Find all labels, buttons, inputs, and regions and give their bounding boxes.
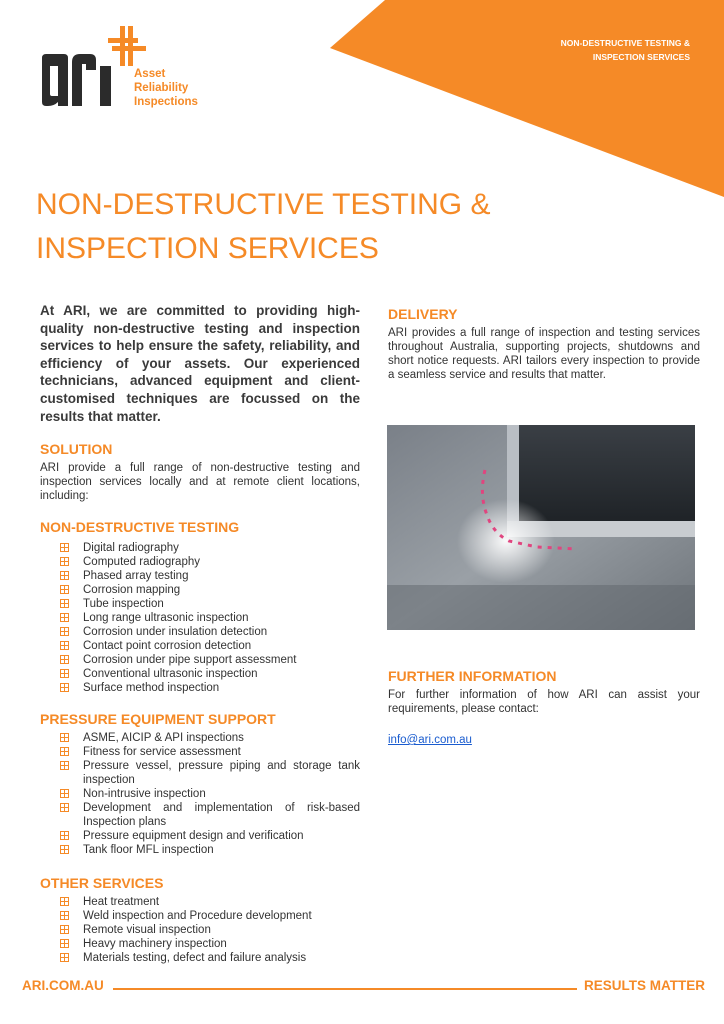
list-item-label: Non-intrusive inspection [83, 788, 206, 800]
list-item [39, 653, 360, 667]
header-banner-title [490, 36, 690, 64]
title-line: INSPECTION SERVICES [36, 232, 379, 265]
list-item [39, 597, 360, 611]
solution-text: ARI provide a full range of non-destructive testing and inspection services locally and at remote client locations, including: [40, 462, 360, 502]
plus-box-icon [60, 627, 69, 636]
plus-box-icon [60, 599, 69, 608]
plus-box-icon [60, 911, 69, 920]
list-item [39, 909, 360, 923]
plus-box-icon [60, 761, 69, 770]
list-item [39, 787, 360, 801]
list-item [39, 951, 360, 965]
other-list [39, 895, 360, 965]
plus-box-icon [60, 683, 69, 692]
list-item [39, 801, 360, 829]
weld-inspection-photo [387, 425, 695, 630]
list-item [39, 923, 360, 937]
list-item-label: Corrosion under insulation detection [83, 626, 268, 638]
list-item [39, 541, 360, 555]
ndt-heading: NON-DESTRUCTIVE TESTING [40, 519, 240, 535]
list-item [39, 611, 360, 625]
plus-box-icon [60, 897, 69, 906]
list-item-label: Heat treatment [83, 896, 160, 908]
list-item-label: Computed radiography [83, 556, 200, 568]
footer-divider [113, 988, 577, 990]
list-item [39, 555, 360, 569]
title-line: NON-DESTRUCTIVE TESTING & [36, 188, 491, 221]
list-item-label: Phased array testing [83, 570, 189, 582]
plus-box-icon [60, 543, 69, 552]
list-item [39, 569, 360, 583]
list-item [39, 829, 360, 843]
solution-heading: SOLUTION [40, 441, 113, 457]
banner-line: NON-DESTRUCTIVE TESTING & [560, 38, 690, 48]
plus-box-icon [60, 845, 69, 854]
plus-box-icon [60, 571, 69, 580]
list-item [39, 745, 360, 759]
further-heading: FURTHER INFORMATION [388, 668, 557, 684]
list-item [39, 731, 360, 745]
logo-word: Asset [134, 68, 166, 80]
plus-box-icon [60, 939, 69, 948]
delivery-text: ARI provides a full range of inspection and testing services throughout Australia, supporting projects, shutdowns and short notice requests. ARI tailors every inspection to provide a seamless service and results that matter. [388, 327, 700, 381]
other-heading: OTHER SERVICES [40, 875, 164, 891]
list-item-label: Remote visual inspection [83, 924, 211, 936]
logo-word: Inspections [134, 96, 198, 108]
plus-box-icon [60, 613, 69, 622]
list-item-label: Corrosion under pipe support assessment [83, 654, 297, 666]
list-item [39, 639, 360, 653]
logo-wordmark [134, 67, 234, 109]
pressure-list [39, 731, 360, 857]
list-item [39, 667, 360, 681]
list-item [39, 895, 360, 909]
list-item [39, 759, 360, 787]
list-item [39, 937, 360, 951]
ndt-list [39, 541, 360, 695]
list-item-label: Corrosion mapping [83, 584, 181, 596]
list-item [39, 681, 360, 695]
list-item-label: Pressure equipment design and verification [83, 830, 304, 842]
footer-website: ARI.COM.AU [22, 978, 104, 993]
list-item-label: Pressure vessel, pressure piping and storage tank inspection [83, 760, 360, 786]
logo-word: Reliability [134, 82, 189, 94]
plus-box-icon [60, 803, 69, 812]
list-item-label: Long range ultrasonic inspection [83, 612, 249, 624]
plus-box-icon [60, 831, 69, 840]
plus-box-icon [60, 655, 69, 664]
list-item-label: Fitness for service assessment [83, 746, 241, 758]
pressure-heading: PRESSURE EQUIPMENT SUPPORT [40, 711, 276, 727]
list-item [39, 843, 360, 857]
further-text: For further information of how ARI can assist your requirements, please contact: [388, 689, 700, 715]
list-item-label: Heavy machinery inspection [83, 938, 227, 950]
list-item-label: Conventional ultrasonic inspection [83, 668, 258, 680]
list-item-label: Surface method inspection [83, 682, 220, 694]
plus-box-icon [60, 585, 69, 594]
plus-box-icon [60, 733, 69, 742]
plus-box-icon [60, 925, 69, 934]
list-item-label: Digital radiography [83, 542, 179, 554]
list-item-label: Tank floor MFL inspection [83, 844, 214, 856]
plus-box-icon [60, 641, 69, 650]
list-item-label: Contact point corrosion detection [83, 640, 252, 652]
list-item-label: Materials testing, defect and failure analysis [83, 952, 307, 964]
list-item-label: ASME, AICIP & API inspections [83, 732, 244, 744]
plus-box-icon [60, 747, 69, 756]
plus-box-icon [60, 789, 69, 798]
plus-box-icon [60, 669, 69, 678]
list-item [39, 583, 360, 597]
list-item-label: Tube inspection [83, 598, 164, 610]
intro-paragraph: At ARI, we are committed to providing high-quality non-destructive testing and inspection services to help ensure the safety, reliability, and efficiency of your assets. Our experienced technicians, advanced equipment and client-customised techniques are focussed on the results that matter. [40, 303, 360, 424]
plus-box-icon [60, 953, 69, 962]
page-title [36, 183, 636, 271]
list-item [39, 625, 360, 639]
plus-box-icon [60, 557, 69, 566]
footer-tagline: RESULTS MATTER [584, 978, 705, 993]
list-item-label: Development and implementation of risk-based Inspection plans [83, 802, 360, 828]
list-item-label: Weld inspection and Procedure development [83, 910, 312, 922]
email-link[interactable]: info@ari.com.au [388, 734, 472, 746]
delivery-heading: DELIVERY [388, 306, 458, 322]
banner-line: INSPECTION SERVICES [592, 52, 690, 62]
